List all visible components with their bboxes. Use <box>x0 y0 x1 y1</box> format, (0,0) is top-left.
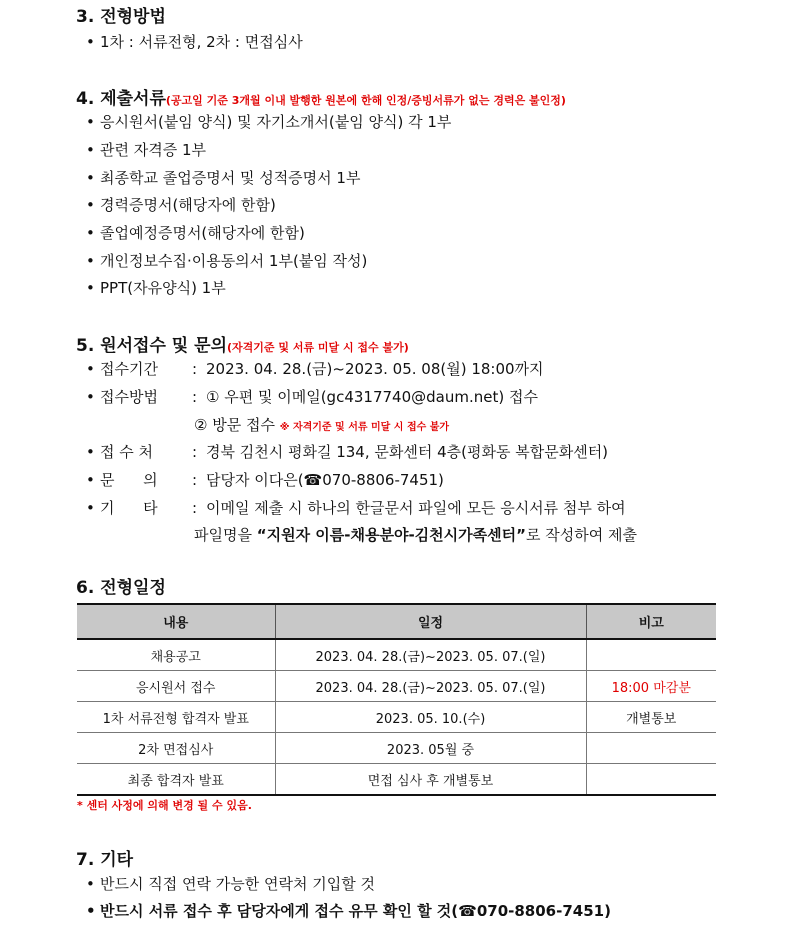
method-note: ※ 자격기준 및 서류 미달 시 접수 불가 <box>279 422 450 433</box>
section5-etc <box>86 497 626 518</box>
bullet: • <box>86 279 95 297</box>
bullet: • <box>86 113 95 131</box>
section4-item-2 <box>86 139 206 160</box>
header-content: 내용 <box>77 604 275 639</box>
section4-item-5 <box>86 222 305 243</box>
table-row <box>77 733 716 764</box>
cell-remarks: 개별통보 <box>586 702 716 733</box>
etc-value-2-pre: 파일명을 <box>194 526 257 544</box>
table-row <box>77 671 716 702</box>
colon: : <box>192 360 198 378</box>
cell-schedule: 2023. 04. 28.(금)~2023. 05. 07.(일) <box>275 671 586 702</box>
bullet: • <box>86 875 95 893</box>
place-label: 접 수 처 <box>100 443 154 461</box>
cell-content: 최종 합격자 발표 <box>77 764 275 796</box>
bullet: • <box>86 471 95 489</box>
section4-note: (공고일 기준 3개월 이내 발행한 원본에 한해 인정/증빙서류가 없는 경력은 불인정) <box>165 94 566 107</box>
section4-item-3-text: 최종학교 졸업증명서 및 성적증명서 1부 <box>100 169 361 187</box>
section5-place <box>86 441 608 462</box>
period-value: 2023. 04. 28.(금)~2023. 05. 08(월) 18:00까지 <box>206 360 544 378</box>
section6-heading: 6. 전형일정 <box>76 578 166 598</box>
section7-item-1 <box>86 873 375 894</box>
bullet: • <box>86 33 95 51</box>
bullet: • <box>86 224 95 242</box>
bullet: • <box>86 902 96 920</box>
method-label: 접수방법 <box>100 388 158 406</box>
section4-item-5-text: 졸업예정증명서(해당자에 한함) <box>100 224 305 242</box>
section5-etc-line2 <box>194 524 637 545</box>
colon: : <box>192 499 198 517</box>
cell-remarks <box>586 733 716 764</box>
section5-method-line2 <box>194 414 449 435</box>
table-row <box>77 764 716 796</box>
table-row <box>77 702 716 733</box>
bullet: • <box>86 499 95 517</box>
bullet: • <box>86 252 95 270</box>
header-schedule: 일정 <box>275 604 586 639</box>
etc-label: 기 타 <box>100 499 158 517</box>
section5-contact <box>86 469 444 490</box>
colon: : <box>192 443 198 461</box>
section3-heading: 3. 전형방법 <box>76 7 166 27</box>
cell-remarks <box>586 639 716 671</box>
section4-item-2-text: 관련 자격증 1부 <box>100 141 207 159</box>
etc-value-1: 이메일 제출 시 하나의 한글문서 파일에 모든 응시서류 첨부 하여 <box>206 499 626 517</box>
section7-item-1-text: 반드시 직접 연락 가능한 연락처 기입할 것 <box>100 875 375 893</box>
section4-item-4-text: 경력증명서(해당자에 한함) <box>100 196 276 214</box>
bullet: • <box>86 360 95 378</box>
period-label: 접수기간 <box>100 360 158 378</box>
cell-remarks <box>586 764 716 796</box>
cell-content: 2차 면접심사 <box>77 733 275 764</box>
section5-note: (자격기준 및 서류 미달 시 접수 불가) <box>227 341 409 354</box>
section7-heading: 7. 기타 <box>76 850 134 870</box>
section5-period <box>86 358 544 379</box>
place-value: 경북 김천시 평화길 134, 문화센터 4층(평화동 복합문화센터) <box>206 443 609 461</box>
section4-item-3 <box>86 167 360 188</box>
etc-value-2-post: 로 작성하여 제출 <box>525 526 637 544</box>
section7-item-2-text: 반드시 서류 접수 후 담당자에게 접수 유무 확인 할 것(☎070-8806-7451) <box>100 902 611 920</box>
schedule-footnote: * 센터 사정에 의해 변경 될 수 있음. <box>77 799 252 812</box>
contact-label: 문 의 <box>100 471 158 489</box>
cell-content: 1차 서류전형 합격자 발표 <box>77 702 275 733</box>
section3-item-1 <box>86 31 303 52</box>
table-row <box>77 639 716 671</box>
etc-value-2-bold: “지원자 이름-채용분야-김천시가족센터” <box>256 526 526 544</box>
cell-content: 응시원서 접수 <box>77 671 275 702</box>
bullet: • <box>86 443 95 461</box>
cell-remarks: 18:00 마감분 <box>586 671 716 702</box>
section4-item-7-text: PPT(자유양식) 1부 <box>100 279 226 297</box>
section4-item-4 <box>86 194 276 215</box>
bullet: • <box>86 388 95 406</box>
header-remarks: 비고 <box>586 604 716 639</box>
section7-item-2 <box>86 900 611 921</box>
method-value-2: ② 방문 접수 <box>194 416 275 434</box>
section5-title: 5. 원서접수 및 문의 <box>76 336 227 356</box>
section4-heading <box>76 84 566 109</box>
section4-item-6 <box>86 250 367 271</box>
section5-heading <box>76 331 409 356</box>
cell-schedule: 면접 심사 후 개별통보 <box>275 764 586 796</box>
contact-value: 담당자 이다은(☎070-8806-7451) <box>206 471 444 489</box>
section4-item-6-text: 개인정보수집·이용동의서 1부(붙임 작성) <box>100 252 368 270</box>
bullet: • <box>86 169 95 187</box>
cell-content: 채용공고 <box>77 639 275 671</box>
section4-item-1 <box>86 111 451 132</box>
section4-title: 4. 제출서류 <box>76 89 166 109</box>
method-value-1: ① 우편 및 이메일(gc4317740@daum.net) 접수 <box>206 388 538 406</box>
bullet: • <box>86 196 95 214</box>
colon: : <box>192 471 198 489</box>
bullet: • <box>86 141 95 159</box>
cell-schedule: 2023. 05. 10.(수) <box>275 702 586 733</box>
section5-method <box>86 386 538 407</box>
table-header-row <box>77 604 716 639</box>
section3-item-1-text: 1차 : 서류전형, 2차 : 면접심사 <box>100 33 303 51</box>
colon: : <box>192 388 198 406</box>
schedule-table <box>77 603 716 796</box>
cell-schedule: 2023. 04. 28.(금)~2023. 05. 07.(일) <box>275 639 586 671</box>
section4-item-1-text: 응시원서(붙임 양식) 및 자기소개서(붙임 양식) 각 1부 <box>100 113 452 131</box>
cell-schedule: 2023. 05월 중 <box>275 733 586 764</box>
section4-item-7 <box>86 277 226 298</box>
